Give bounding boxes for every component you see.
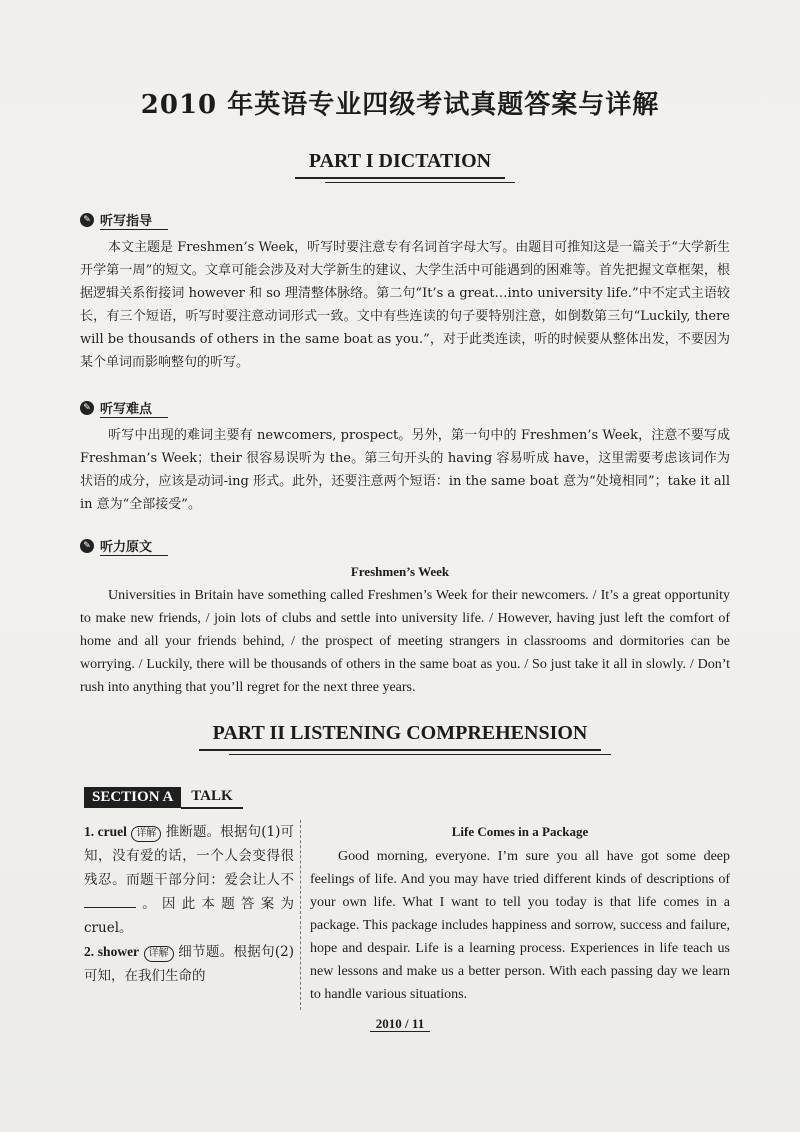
- passage-text: Universities in Britain have something called Freshmen’s Week for their newcomers. / It’s a great opportunity to make new friends, / join lots of clubs and settle into university life. / However, having just left the comfort of home and all your friends behind, / the prospect of meeting strangers in classrooms and dormitories can be worrying. / Luckily, there will be thousands of others in the same boat as you. / So just take it all in slowly. / Don’t rush into anything that you’ll regret for the next three years.: [80, 588, 730, 695]
- passage-paragraph: [80, 584, 730, 699]
- talk-text: Good morning, everyone. I’m sure you all have got some deep feelings of life. And you may have tried different kinds of descriptions of your own life. What I want to tell you today is that life comes in a package. This package includes happiness and sorrow, success and failure, hope and despair. Life is a learning process. Experiences in life teach us new lessons and make us a better person. With each passing day we learn to handle various situations.: [310, 849, 730, 1002]
- difficulties-label: [80, 398, 168, 418]
- difficulties-text: 听写中出现的难词主要有 newcomers, prospect。另外，第一句中的 Freshmen’s Week，注意不要写成 Freshman’s Week；their 很容易误听为 the。第三句开头的 having 容易听成 have，这里需要考虑该词作为状语的成分，应该是动词-ing 形式。此外，还要注意两个短语：in the same boat 意为“处境相同”；take it all in 意为“全部接受”。: [80, 428, 730, 512]
- dictation-guide-label: [80, 210, 168, 230]
- page-title: 2010 年英语专业四级考试真题答案与详解: [140, 90, 660, 120]
- answer-1-blank: [84, 895, 136, 908]
- answer-2-word: 2. shower: [84, 944, 140, 959]
- answer-2-tag: 详解: [144, 946, 174, 962]
- part2-heading: [0, 722, 800, 751]
- part1-heading: [0, 150, 800, 179]
- talk-paragraph: [310, 845, 730, 1006]
- original-text-label-text: 听力原文: [100, 536, 168, 556]
- answer-2: [84, 940, 294, 988]
- section-a-talk: TALK: [181, 786, 242, 809]
- answer-1: [84, 820, 294, 940]
- part2-heading-text: PART II LISTENING COMPREHENSION: [199, 722, 602, 751]
- answers-column: [84, 820, 294, 988]
- talk-title: Life Comes in a Package: [451, 824, 589, 839]
- page-number-text: 2010 / 11: [370, 1016, 430, 1032]
- column-divider: [300, 820, 301, 1010]
- answer-1-text-a: 推断题。根据句(1)可知，没有爱的话，一个人会变得很残忍。而题干部分问：爱会让人不: [84, 824, 294, 888]
- pen-icon: ✎: [80, 539, 94, 553]
- answer-2-text: 细节题。根据句(2)可知，在我们生命的: [84, 944, 295, 984]
- passage-title: Freshmen’s Week: [350, 564, 450, 579]
- dictation-guide-label-text: 听写指导: [100, 210, 168, 230]
- pen-icon: ✎: [80, 213, 94, 227]
- talk-column: [310, 820, 730, 1006]
- answer-1-word: 1. cruel: [84, 824, 127, 839]
- difficulties-paragraph: [80, 424, 730, 516]
- answer-1-text-b: 。因此本题答案为 cruel。: [84, 896, 294, 936]
- pen-icon: ✎: [80, 401, 94, 415]
- dictation-guide-text: 本文主题是 Freshmen’s Week，听写时要注意专有名词首字母大写。由题目可推知这是一篇关于“大学新生开学第一周”的短文。文章可能会涉及对大学新生的建议、大学生活中可能遇到的困难等。首先把握文章框架，根据逻辑关系衔接词 however 和 so 理清整体脉络。第二句“It’s a great…into university life.”中不定式主语较长，有三个短语，听写时要注意动词形式一致。文中有些连读的句子要特别注意，如倒数第三句“Luckily, there will be thousands of others in the same boat as you.”，对于此类连读，听的时候要从整体出发，不要因为某个单词而影响整句的听写。: [80, 240, 730, 370]
- section-a-header: [84, 786, 243, 809]
- dictation-guide-paragraph: [80, 236, 730, 374]
- original-text-label: [80, 536, 168, 556]
- difficulties-label-text: 听写难点: [100, 398, 168, 418]
- section-a-box: SECTION A: [84, 787, 181, 808]
- part1-heading-text: PART I DICTATION: [295, 150, 505, 179]
- answer-1-tag: 详解: [131, 826, 161, 842]
- page-number: [0, 1016, 800, 1032]
